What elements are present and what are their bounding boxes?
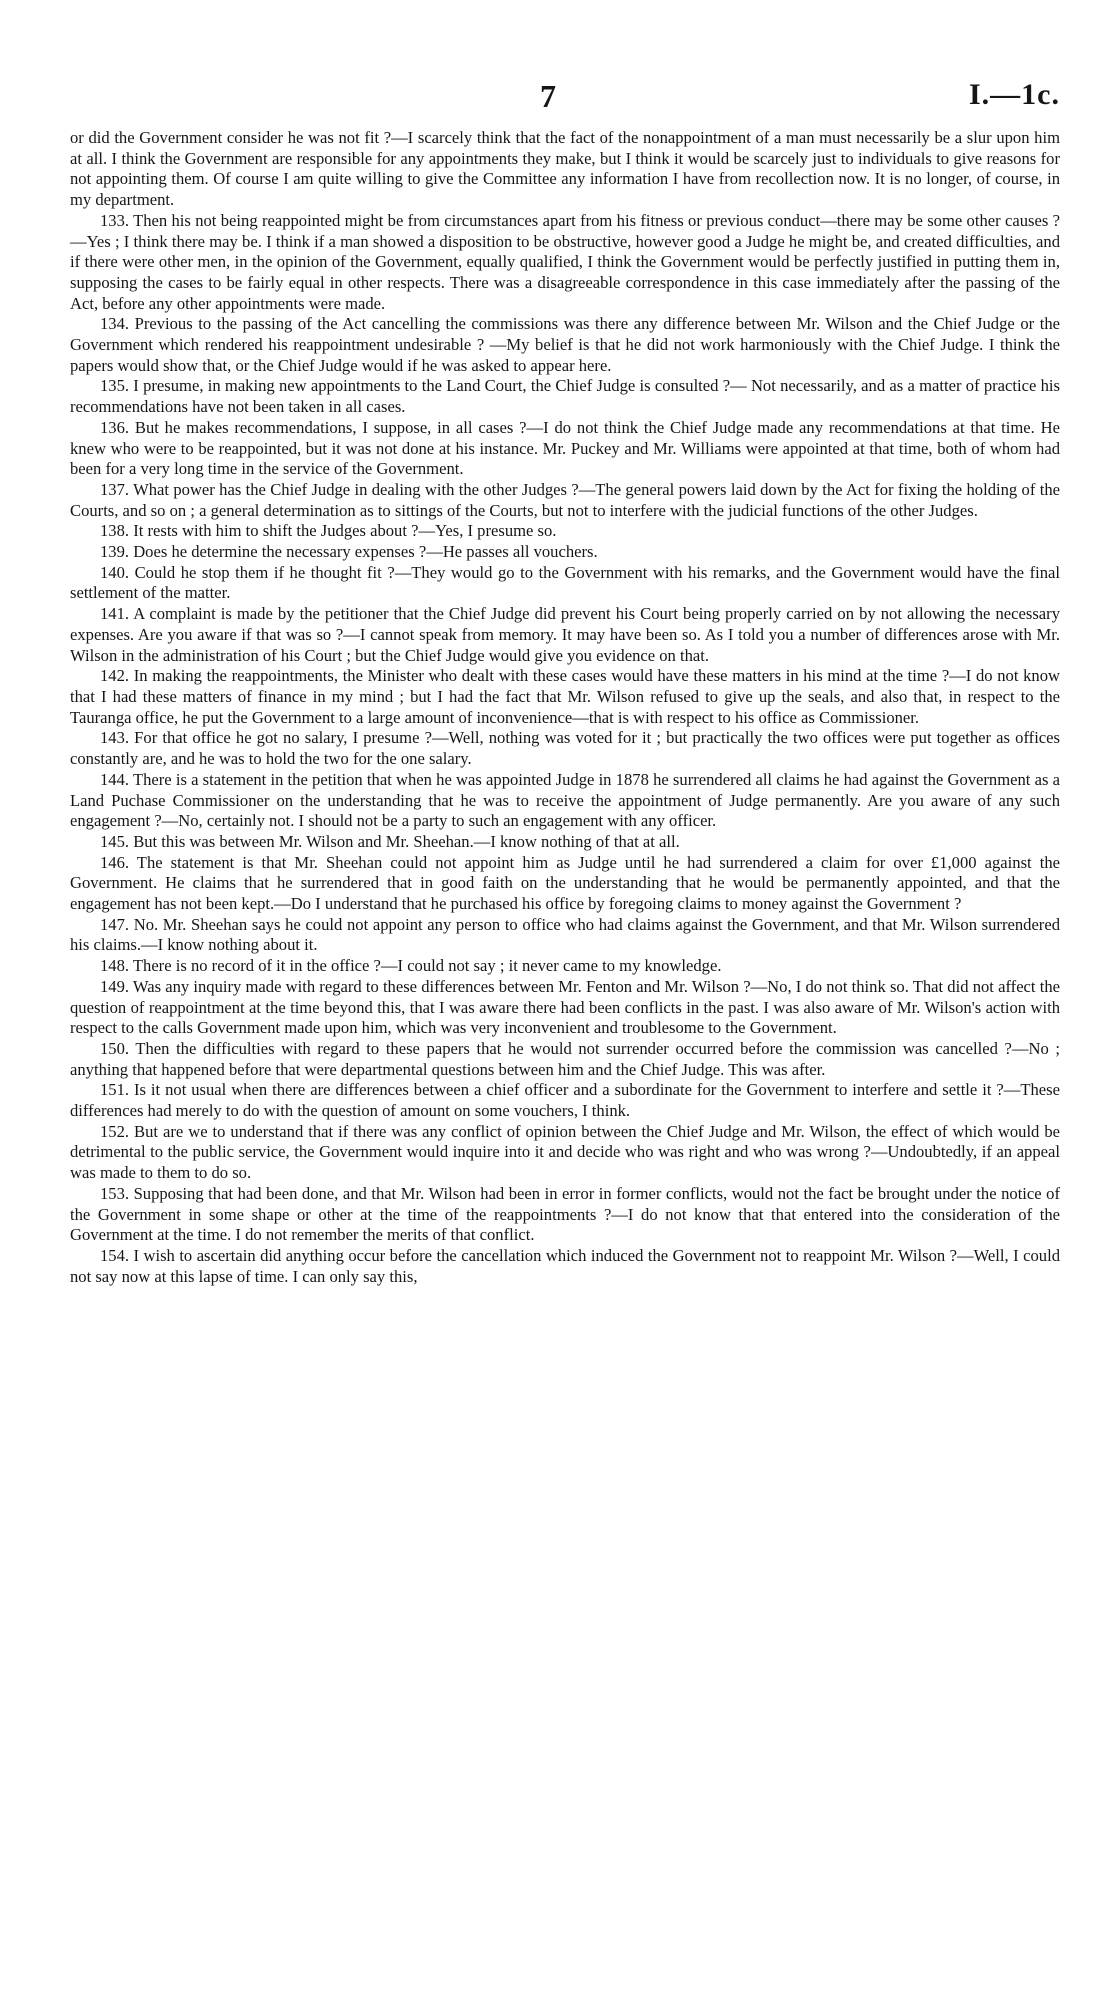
question-152: 152. But are we to understand that if there was any conflict of opinion between the Chief Judge and Mr. Wilson, the effect of which would be detrimental to the public service, the Government would inquire into it and decide who was right and who was wrong ?—Undoubtedly, if an appeal was made to them to do so. xyxy=(70,1121,1060,1183)
question-142: 142. In making the reappointments, the Minister who dealt with these cases would have these matters in his mind at the time ?—I do not know that I had these matters of finance in my mind ; but I had the fact that Mr. Wilson refused to give up the seals, and also that, in respect to the Tauranga office, he put the Government to a large amount of inconvenience—that is with respect to his office as Commissioner. xyxy=(70,666,1060,727)
paragraph-continuation: or did the Government consider he was not fit ?—I scarcely think that the fact of the nonappointment of a man must necessarily be a slur upon him at all. I think the Government are responsible for any appointments they make, but I think it would be scarcely just to individuals to give reasons for not appointing them. Of course I am quite willing to give the Committee any information I have from recollection now. It is no longer, of course, in my department. xyxy=(70,128,1060,210)
question-135: 135. I presume, in making new appointments to the Land Court, the Chief Judge is consulted ?— Not necessarily, and as a matter of practice his recommendations have not been taken in all cases. xyxy=(70,376,1060,417)
body-text xyxy=(70,128,1060,1287)
question-137: 137. What power has the Chief Judge in dealing with the other Judges ?—The general powers laid down by the Act for fixing the holding of the Courts, and so on ; a general determination as to sittings of the Courts, but not to interfere with the judicial functions of the other Judges. xyxy=(70,479,1060,520)
question-149: 149. Was any inquiry made with regard to these differences between Mr. Fenton and Mr. Wilson ?—No, I do not think so. That did not affect the question of reappointment at the time beyond this, that I was aware there had been conflicts in the past. I was also aware of Mr. Wilson's action with respect to the calls Government made upon him, which was very inconvenient and troublesome to the Government. xyxy=(70,976,1060,1038)
question-133: 133. Then his not being reappointed might be from circumstances apart from his fitness or previous conduct—there may be some other causes ?—Yes ; I think there may be. I think if a man showed a disposition to be obstructive, however good a Judge he might be, and created difficulties, and if there were other men, in the opinion of the Government, equally qualified, I think the Government would be perfectly justified in putting them in, supposing the cases to be fairly equal in other respects. There was a disagreeable correspondence in this case immediately after the passing of the Act, before any other appointments were made. xyxy=(70,210,1060,313)
question-150: 150. Then the difficulties with regard to these papers that he would not surrender occurred before the commission was cancelled ?—No ; anything that happened before that were departmental questions between him and the Chief Judge. This was after. xyxy=(70,1038,1060,1079)
question-148: 148. There is no record of it in the office ?—I could not say ; it never came to my knowledge. xyxy=(100,956,722,976)
question-143: 143. For that office he got no salary, I presume ?—Well, nothing was voted for it ; but practically the two offices were put together as offices constantly are, and he was to hold the two for the one salary. xyxy=(70,728,1060,769)
question-153: 153. Supposing that had been done, and that Mr. Wilson had been in error in former conflicts, would not the fact be brought under the notice of the Government in some shape or other at the time of the reappointments ?—I do not know that that entered into the consideration of the Government at the time. I do not remember the merits of that conflict. xyxy=(70,1183,1060,1245)
question-136: 136. But he makes recommendations, I suppose, in all cases ?—I do not think the Chief Judge made any recommendations at that time. He knew who were to be reappointed, but it was not done at his instance. Mr. Puckey and Mr. Williams were appointed at that time, both of whom had been for a very long time in the service of the Government. xyxy=(70,417,1060,479)
question-134: 134. Previous to the passing of the Act cancelling the commissions was there any difference between Mr. Wilson and the Chief Judge or the Government which rendered his reappointment undesirable ? —My belief is that he did not work harmoniously with the Chief Judge. I think the papers would show that, or the Chief Judge would if he was asked to appear here. xyxy=(70,314,1060,375)
question-141: 141. A complaint is made by the petitioner that the Chief Judge did prevent his Court being properly carried on by not allowing the necessary expenses. Are you aware if that was so ?—I cannot speak from memory. It may have been so. As I told you a number of differences arose with Mr. Wilson in the administration of his Court ; but the Chief Judge would give you evidence on that. xyxy=(70,604,1060,665)
question-140: 140. Could he stop them if he thought fit ?—They would go to the Government with his remarks, and the Government would have the final settlement of the matter. xyxy=(70,562,1060,603)
question-151: 151. Is it not usual when there are differences between a chief officer and a subordinate for the Government to interfere and settle it ?—These differences had merely to do with the question of amount on some vouchers, I think. xyxy=(70,1080,1060,1121)
question-139: 139. Does he determine the necessary expenses ?—He passes all vouchers. xyxy=(100,542,598,562)
document-reference: I.—1c. xyxy=(969,78,1060,111)
question-147: 147. No. Mr. Sheehan says he could not appoint any person to office who had claims against the Government, and that Mr. Wilson surrendered his claims.—I know nothing about it. xyxy=(70,914,1060,955)
page-header xyxy=(70,78,1060,128)
document-page xyxy=(70,78,1060,1287)
page-number: 7 xyxy=(540,78,556,114)
question-146: 146. The statement is that Mr. Sheehan could not appoint him as Judge until he had surrendered a claim for over £1,000 against the Government. He claims that he surrendered that in good faith on the understanding that he would be permanently appointed, and that the engagement has not been kept.—Do I understand that he purchased his office by foregoing claims to money against the Government ? xyxy=(70,852,1060,914)
question-154: 154. I wish to ascertain did anything occur before the cancellation which induced the Government not to reappoint Mr. Wilson ?—Well, I could not say now at this lapse of time. I can only say this, xyxy=(70,1245,1060,1286)
question-145: 145. But this was between Mr. Wilson and Mr. Sheehan.—I know nothing of that at all. xyxy=(100,831,680,851)
question-144: 144. There is a statement in the petition that when he was appointed Judge in 1878 he surrendered all claims he had against the Government as a Land Puchase Commissioner on the understanding that he was to receive the appointment of Judge permanently. Are you aware of any such engagement ?—No, certainly not. I should not be a party to such an engagement with any officer. xyxy=(70,769,1060,831)
question-138: 138. It rests with him to shift the Judges about ?—Yes, I presume so. xyxy=(100,521,557,541)
